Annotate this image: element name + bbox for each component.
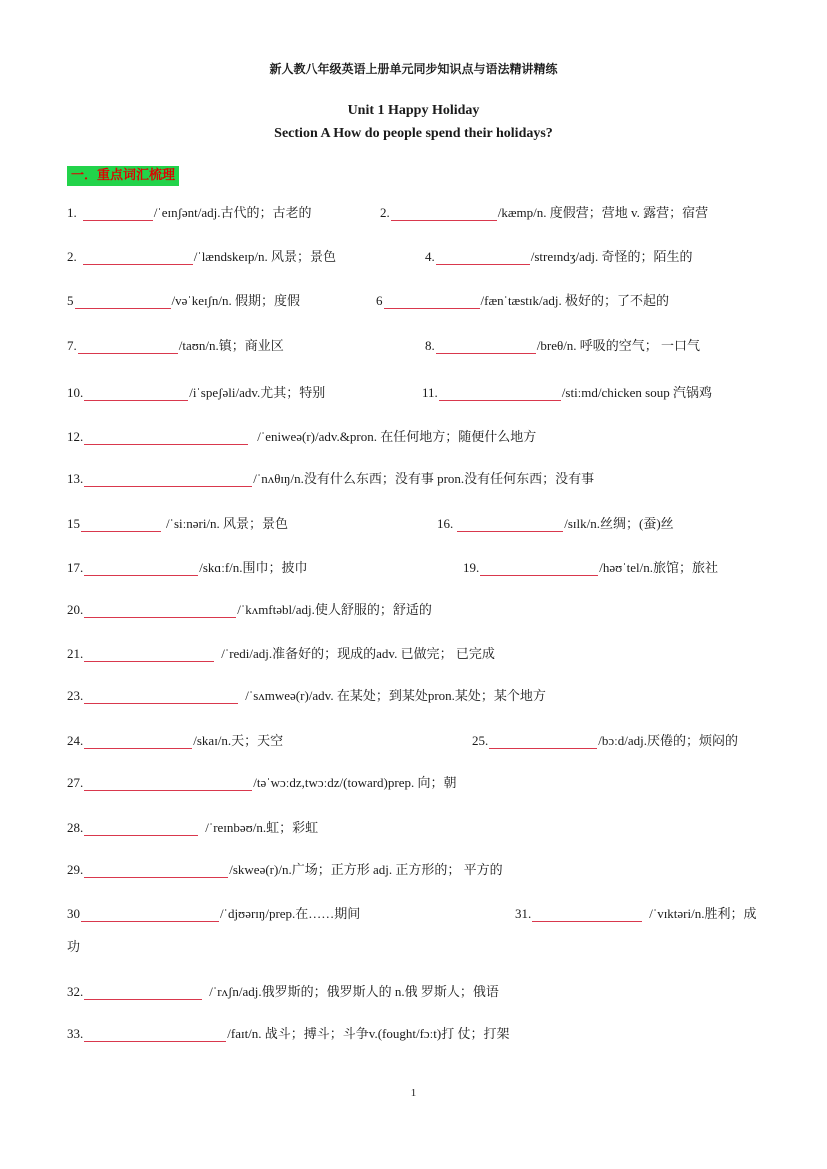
- item-definition: /ˈreɪnbəʊ/n.虹；彩虹: [205, 820, 319, 835]
- vocab-row: [0, 202, 827, 224]
- vocab-item: [67, 730, 283, 749]
- item-definition: /fænˈtæstɪk/adj. 极好的；了不起的: [480, 293, 670, 308]
- answer-blank[interactable]: [439, 385, 561, 401]
- item-number: 6: [376, 293, 383, 308]
- vocab-row: [0, 335, 827, 357]
- vocab-row: [0, 513, 827, 535]
- item-definition: /ˈsiːnəri/n. 风景；景色: [166, 516, 289, 531]
- vocab-item: [67, 468, 594, 487]
- vocab-item: [67, 685, 546, 704]
- item-definition: /ˈredi/adj.准备好的；现成的adv. 已做完； 已完成: [221, 646, 495, 661]
- answer-blank[interactable]: [84, 560, 198, 576]
- item-definition: /taʊn/n.镇；商业区: [178, 338, 284, 353]
- answer-blank[interactable]: [84, 385, 188, 401]
- vocab-row: [0, 599, 827, 621]
- item-definition: /ˈeniweə(r)/adv.&pron. 在任何地方；随便什么地方: [257, 429, 537, 444]
- vocab-row: [0, 859, 827, 881]
- vocab-row: [0, 685, 827, 707]
- answer-blank[interactable]: [84, 602, 236, 618]
- item-number: 8.: [425, 338, 435, 353]
- item-definition: /streɪndʒ/adj. 奇怪的；陌生的: [530, 249, 693, 264]
- answer-blank[interactable]: [81, 516, 161, 532]
- answer-blank[interactable]: [84, 1026, 226, 1042]
- item-number: 2.: [380, 205, 390, 220]
- answer-blank[interactable]: [391, 205, 497, 221]
- answer-blank[interactable]: [436, 249, 530, 265]
- item-number: 30: [67, 906, 80, 921]
- answer-blank[interactable]: [480, 560, 598, 576]
- vocab-item: [67, 426, 536, 445]
- item-definition: /vəˈkeɪʃn/n. 假期；度假: [171, 293, 301, 308]
- unit-title: Unit 1 Happy Holiday: [347, 103, 480, 118]
- answer-blank[interactable]: [81, 906, 219, 922]
- item-definition: /skɑːf/n.围巾；披巾: [199, 560, 308, 575]
- answer-blank[interactable]: [83, 249, 193, 265]
- answer-blank[interactable]: [84, 862, 228, 878]
- vocab-item: [67, 859, 503, 878]
- item-definition: /breθ/n. 呼吸的空气； 一口气: [536, 338, 701, 353]
- vocab-item: [67, 772, 456, 791]
- item-number: 13.: [67, 471, 84, 486]
- answer-blank[interactable]: [84, 820, 198, 836]
- item-definition: /həʊˈtel/n.旅馆；旅社: [599, 560, 718, 575]
- vocab-item: [67, 513, 288, 532]
- vocab-item: [67, 903, 360, 922]
- item-definition-continuation: 功: [67, 940, 81, 955]
- item-number: 2.: [67, 249, 77, 264]
- vocab-item: [425, 335, 700, 354]
- vocab-item: [376, 290, 669, 309]
- vocab-row: [0, 903, 827, 925]
- vocab-row: [0, 817, 827, 839]
- item-definition: /ˈdjʊərɪŋ/prep.在……期间: [220, 906, 361, 921]
- item-definition: /faɪt/n. 战斗；搏斗；斗争v.(fought/fɔːt)打 仗；打架: [227, 1026, 510, 1041]
- vocab-item: [422, 382, 712, 401]
- item-number: 12.: [67, 429, 84, 444]
- item-definition: /skweə(r)/n.广场；正方形 adj. 正方形的； 平方的: [229, 862, 503, 877]
- vocab-item: [472, 730, 738, 749]
- answer-blank[interactable]: [84, 775, 252, 791]
- vocab-row: [0, 426, 827, 448]
- answer-blank[interactable]: [436, 338, 536, 354]
- item-definition: /ˈrʌʃn/adj.俄罗斯的；俄罗斯人的 n.俄 罗斯人；俄语: [209, 984, 499, 999]
- item-definition: /bɔːd/adj.厌倦的；烦闷的: [598, 733, 738, 748]
- item-definition: /ˈeɪnʃənt/adj.古代的；古老的: [153, 205, 312, 220]
- item-number: 24.: [67, 733, 84, 748]
- vocab-row: [0, 981, 827, 1003]
- vocab-item: [67, 202, 312, 221]
- vocab-item: [67, 290, 300, 309]
- vocab-row: [0, 643, 827, 665]
- item-definition: /ˈsʌmweə(r)/adv. 在某处；到某处pron.某处；某个地方: [245, 688, 546, 703]
- item-definition: /sɪlk/n.丝绸；(蚕)丝: [564, 516, 674, 531]
- answer-blank[interactable]: [84, 984, 202, 1000]
- vocab-item: [380, 202, 708, 221]
- answer-blank[interactable]: [83, 205, 153, 221]
- vocab-item: [67, 817, 318, 836]
- vocab-row: [0, 246, 827, 268]
- answer-blank[interactable]: [84, 429, 248, 445]
- item-number: 5: [67, 293, 74, 308]
- item-number: 15: [67, 516, 80, 531]
- item-number: 10.: [67, 385, 84, 400]
- vocab-item: [463, 557, 718, 576]
- vocab-item: [67, 643, 495, 662]
- vocab-item: [67, 981, 499, 1000]
- item-number: 27.: [67, 775, 84, 790]
- item-number: 25.: [472, 733, 489, 748]
- document-title: 新人教八年级英语上册单元同步知识点与语法精讲精练: [269, 62, 558, 76]
- item-definition: /iˈspeʃəli/adv.尤其；特别: [189, 385, 326, 400]
- answer-blank[interactable]: [84, 733, 192, 749]
- answer-blank[interactable]: [532, 906, 642, 922]
- vocabulary-heading: 一．重点词汇梳理: [67, 166, 179, 186]
- item-number: 11.: [422, 385, 438, 400]
- answer-blank[interactable]: [489, 733, 597, 749]
- answer-blank[interactable]: [84, 471, 252, 487]
- vocab-item: [67, 246, 336, 265]
- item-number: 1.: [67, 205, 77, 220]
- answer-blank[interactable]: [78, 338, 178, 354]
- vocab-row: [0, 1023, 827, 1045]
- answer-blank[interactable]: [84, 688, 238, 704]
- item-definition: /ˈvɪktəri/n.胜利；成: [649, 906, 757, 921]
- item-number: 7.: [67, 338, 77, 353]
- vocab-item: [515, 903, 757, 922]
- vocab-item: [425, 246, 693, 265]
- vocab-item: [67, 382, 325, 401]
- item-number: 33.: [67, 1026, 84, 1041]
- item-definition: /ˈkʌmftəbl/adj.使人舒服的；舒适的: [237, 602, 432, 617]
- vocab-item: [67, 557, 308, 576]
- item-definition: /skaɪ/n.天；天空: [193, 733, 284, 748]
- answer-blank[interactable]: [75, 293, 171, 309]
- item-number: 28.: [67, 820, 84, 835]
- item-definition: /kæmp/n. 度假营；营地 v. 露营；宿营: [497, 205, 709, 220]
- item-definition: /stiːmd/chicken soup 汽锅鸡: [561, 385, 712, 400]
- section-title: Section A How do people spend their holidays?: [274, 126, 553, 141]
- item-definition: /ˈlændskeɪp/n. 风景；景色: [193, 249, 337, 264]
- vocab-row: [0, 730, 827, 752]
- item-number: 23.: [67, 688, 84, 703]
- item-definition: /ˈnʌθɪŋ/n.没有什么东西；没有事 pron.没有任何东西；没有事: [253, 471, 595, 486]
- item-number: 17.: [67, 560, 84, 575]
- item-number: 16.: [437, 516, 454, 531]
- item-number: 31.: [515, 906, 532, 921]
- item-number: 20.: [67, 602, 84, 617]
- vocab-item: [437, 513, 674, 532]
- answer-blank[interactable]: [84, 646, 214, 662]
- answer-blank[interactable]: [384, 293, 480, 309]
- vocab-row: [0, 468, 827, 490]
- vocab-row: [0, 557, 827, 579]
- vocab-item: [67, 335, 284, 354]
- answer-blank[interactable]: [457, 516, 563, 532]
- item-number: 32.: [67, 984, 84, 999]
- vocab-row: [0, 772, 827, 794]
- vocab-item: [67, 599, 432, 618]
- item-number: 21.: [67, 646, 84, 661]
- vocab-row: [0, 290, 827, 312]
- vocab-item: [67, 1023, 510, 1042]
- item-number: 29.: [67, 862, 84, 877]
- vocab-row: [0, 382, 827, 404]
- item-number: 4.: [425, 249, 435, 264]
- item-definition: /təˈwɔːdz,twɔːdz/(toward)prep. 向；朝: [253, 775, 457, 790]
- item-number: 19.: [463, 560, 480, 575]
- page-number: 1: [410, 1087, 417, 1099]
